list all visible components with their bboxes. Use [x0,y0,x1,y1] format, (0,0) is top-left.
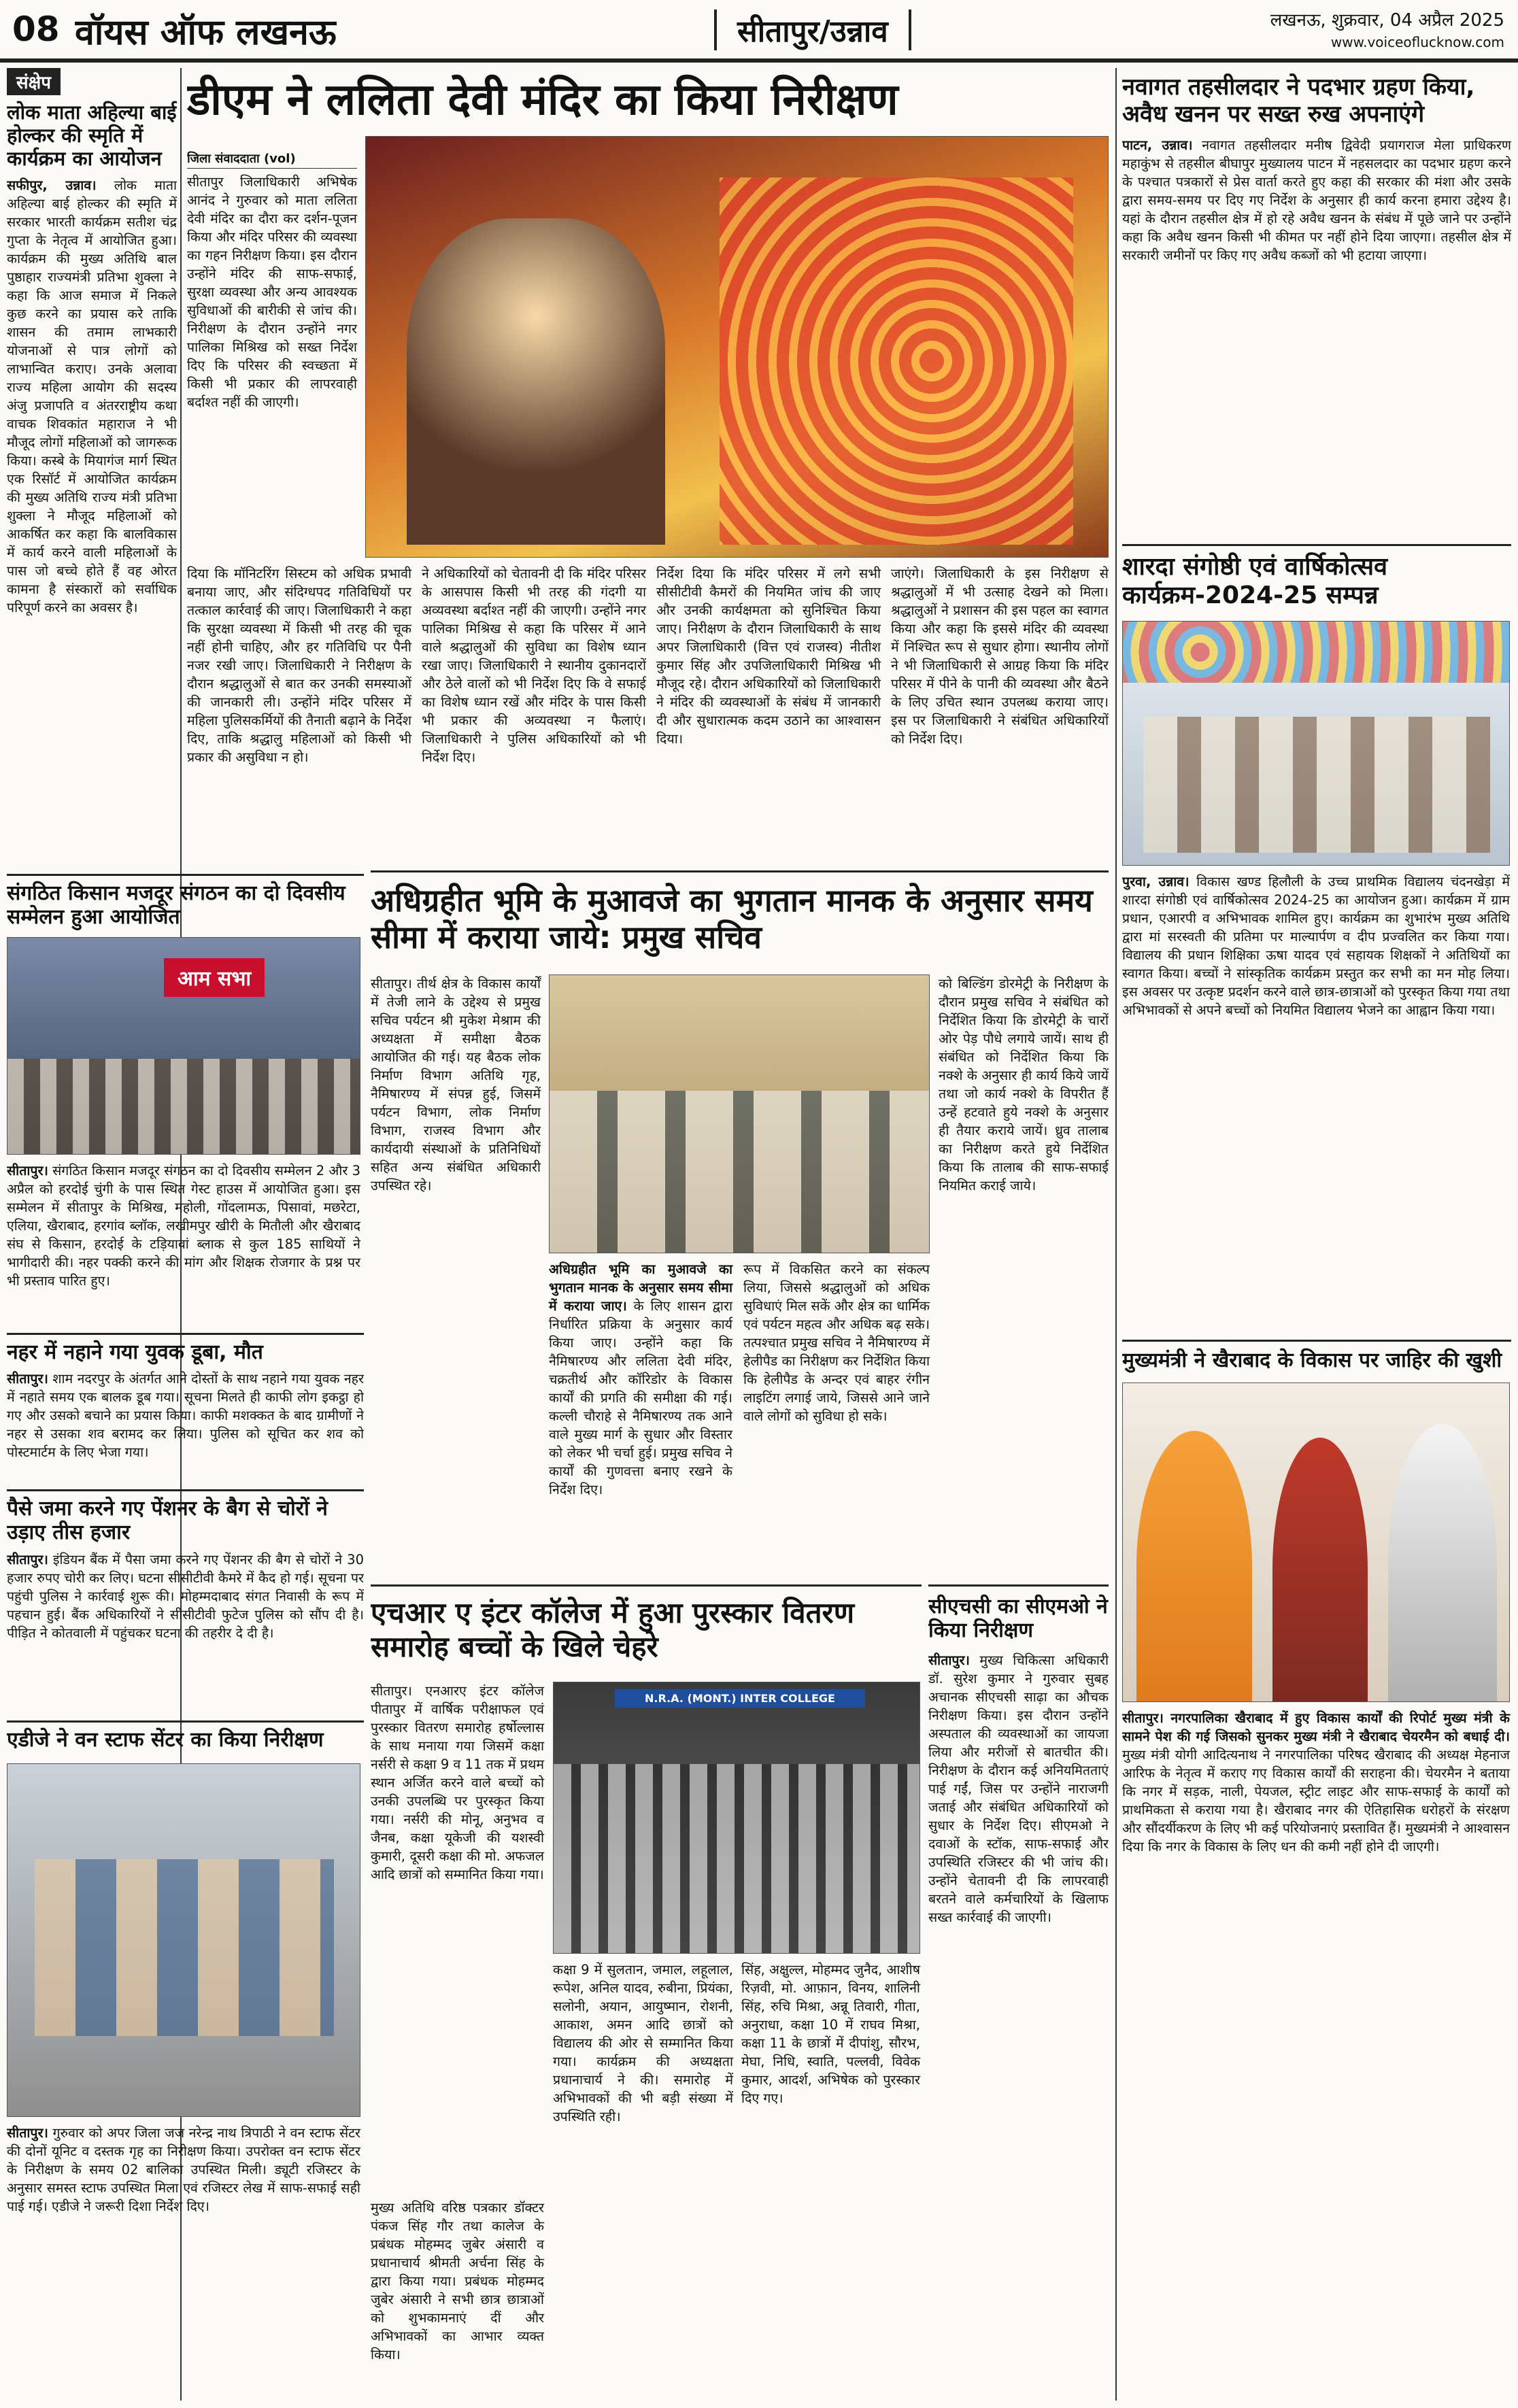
guests-shape [1143,717,1490,853]
story-dateline: पाटन, उन्नाव। [1122,137,1193,154]
story-headline: नवागत तहसीलदार ने पदभार ग्रहण किया, अवैध खनन पर सख्त रुख अपनाएंगे [1122,73,1475,129]
story-headline: एडीजे ने वन स्टाफ सेंटर का किया निरीक्षण [7,1728,324,1752]
story-text: गुरुवार को अपर जिला जज नरेन्द्र नाथ त्रिपाठी ने वन स्टाफ सेंटर की दोनों यूनिट व दस्तक गृह का निरीक्षण किया। उपरोक्त वन स्टाफ सेंटर के निरीक्षण के समय 02 बालिका उपस्थित मिली। ड्यूटी रजिस्टर के अनुसार समस्त स्टाफ उपस्थित मिला एवं रजिस्टर लेख में साफ-सफाई सही पाई गई। एडीजे ने जरूरी दिशा निर्देश दिए। [7,2125,361,2214]
third-story [371,1584,922,2401]
third-col-2 [553,1961,733,2126]
story-text: रूप में विकसित करने का संकल्प लिया, जिससे श्रद्धालुओं को अधिक सुविधाएं मिल सकें और क्षेत्र का धार्मिक एवं पर्यटन महत्व और अधिक बढ़ सके। तत्पश्चात प्रमुख सचिव ने नैमिषारण्य में हेलीपैड का निरीक्षण कर निर्देशित किया कि हेलीपैड के अन्दर एवं बाहर रंगीन लाइटिंग लगाई जाये, जिससे आने जाने वाले लोगों को सुविधा हो सके। [743,1261,930,1424]
story-text: नवागत तहसीलदार मनीष द्विवेदी प्रयागराज मेला प्राधिकरण महाकुंभ से तहसील बीघापुर मुख्यालय पाटन में नहसलदार का पदभार ग्रहण करने के पश्चात पत्रकारों से प्रेस वार्ता करते हुए कहा की सरकार की मंशा और उसके द्वारा समय-समय पर दिए गए निर्देश के अनुसार ही कार्य करना हमारा उद्देश्य है। यहां के दौरान तहसील क्षेत्र में हो रहे अवैध खनन के संबंध में पूछे जाने पर उन्होंने कहा कि अवैध खनन किसी भी कीमत पर नहीं होने दिया जाएगा। तहसील क्षेत्र में सरकारी जमीनों पर किए गए अवैध कब्जों को भी हटाया जाएगा। [1122,137,1511,264]
college-banner: N.R.A. (MONT.) INTER COLLEGE [615,1689,865,1708]
story-headline: पैसे जमा करने गए पेंशनर के बैग से चोरों ने उड़ाए तीस हजार [7,1497,328,1545]
story-text: मुख्य अतिथि वरिष्ठ पत्रकार डॉक्टर पंकज सिंह गौर तथा कालेज के प्रबंधक मोहम्मद जुबेर अंसारी व प्रधानाचार्य श्रीमती अर्चना सिंह के द्वारा किया गया। प्रबंधक मोहम्मद जुबेर अंसारी ने सभी छात्र छात्राओं को शुभकामनाएं दीं और अभिभावकों का आभार व्यक्त किया। [371,2200,544,2362]
section-title: सीतापुर/उन्नाव [714,10,911,50]
third-headline: एचआर ए इंटर कॉलेज में हुआ पुरस्कार वितरण समारोह बच्चों के खिले चेहरे [371,1596,855,1663]
lead-headline: डीएम ने ललिता देवी मंदिर का किया निरीक्षण [187,75,898,125]
students-shape [554,1764,920,1954]
story-text: सीतापुर। तीर्थ क्षेत्र के विकास कार्यों में तेजी लाने के उद्देश्य से प्रमुख सचिव पर्यटन श्री मुकेश मेश्राम की अध्यक्षता में समीक्षा बैठक आयोजित की गई। यह बैठक लोक निर्माण विभाग अतिथि गृह, नैमिषारण्य में संपन्न हुई, जिसमें पर्यटन विभाग, लोक निर्माण विभाग, राजस्व विभाग और कार्यदायी संस्थाओं के प्रतिनिधियों सहित अन्य संबंधित अधिकारी उपस्थित रहे। [371,976,541,1193]
temple-photo [365,136,1109,558]
lead-col-3 [656,564,881,748]
story-dateline: सीतापुर। [7,1371,48,1387]
story-headline: लोक माता अहिल्या बाई होल्कर की स्मृति में कार्यक्रम का आयोजन [7,101,177,171]
meeting-photo [549,974,930,1253]
cmo-story [928,1584,1109,2401]
lead-col-2 [422,564,646,766]
chief-minister-shape [1136,1431,1252,1702]
story-dateline: पुरवा, उन्नाव। [1122,874,1190,889]
lead-col-1 [187,564,411,766]
story-dateline: सीतापुर। [928,1652,970,1668]
right-story-1 [1122,68,1511,537]
third-col-3 [741,1961,920,2107]
story-text: को बिल्डिंग डोरमेट्री के निरीक्षण के दौरान प्रमुख सचिव ने संबंधित को निर्देशित किया कि डोरमेट्री के चारों ओर पेड़ पौधे लगाये जायें। साथ ही संबंधित को निर्देशित किया कि नक्शे के अनुसार ही कार्य किये जायें तथा जो कार्य नक्शे के विपरीत हैं उन्हें हटवाते हुये नक्शे के अनुसार ही तैयार कराये जायें। ध्रुव तालाब का निरीक्षण करते हुये निर्देशित किया कि तालाब की साफ-सफाई नियमित कराई जाये। [939,976,1109,1193]
issue-date: लखनऊ, शुक्रवार, 04 अप्रैल 2025 [1270,10,1504,31]
people-shape [35,1859,334,2036]
story-text: कक्षा 9 में सुलतान, जमाल, लहूलाल, रूपेश, अनिल यादव, रुबीना, प्रियंका, सलोनी, अयान, आयुष्मान, रोशनी, आकाश, अमन आदि छात्रों को विद्यालय की ओर से सम्मानित किया गया। कार्यक्रम की अध्यक्षता प्रधानाचार्य ने की। समारोह में अभिभावकों की भी बड़ी संख्या में उपस्थिति रही। [553,1962,733,2124]
second-col-1 [371,974,541,1195]
officials-shape [550,1091,929,1253]
story-headline: नहर में नहाने गया युवक डूबा, मौत [7,1340,263,1364]
page-number: 08 [12,10,60,49]
left-story-1 [7,68,177,867]
flower-garlands-shape [720,177,1073,545]
left-story-3 [7,1333,364,1482]
lead-col-4 [891,564,1109,748]
story-headline: शारदा संगोष्ठी एवं वार्षिकोत्सव कार्यक्रम-2024-25 सम्पन्न [1122,553,1388,610]
official-shape [1388,1424,1497,1702]
inspection-photo [7,1763,360,2117]
story-text: संगठित किसान मजदूर संगठन का दो दिवसीय सम्मेलन 2 और 3 अप्रैल को हरदोई चुंगी के पास स्थित गेस्ट हाउस में आयोजित हुआ। इस सम्मेलन में सीतापुर के मिश्रिख, महोली, गोंदलामऊ, पिसावां, मछरेटा, एलिया, खैराबाद, हरगांव ब्लॉक, लखीमपुर खीरी के मितौली और खैराबाद संघ से किसान, हरदोई के टड़ियावां ब्लाक से कुल 185 साथियों ने भागीदारी की। नहर पक्की करने की मांग और शिक्षक रोजगार के प्रश्न पर भी प्रस्ताव पारित हुए। [7,1163,361,1289]
left-story-5 [7,1720,364,2401]
left-story-4 [7,1489,364,1714]
school-photo [553,1682,920,1954]
story-headline: मुख्यमंत्री ने खैराबाद के विकास पर जाहिर की खुशी [1122,1349,1502,1372]
third-col-1 [371,1682,544,1884]
story-text: दिया कि मॉनिटरिंग सिस्टम को अधिक प्रभावी बनाया जाए, और संदिग्धपद गतिविधियों पर तत्काल कार्रवाई की जाए। जिलाधिकारी ने कहा कि सुरक्षा व्यवस्था में किसी भी तरह की चूक नहीं होनी चाहिए, और हर गतिविधि पर पैनी नजर रखी जाए। जिलाधिकारी ने निरीक्षण के दौरान श्रद्धालुओं से बात कर उनकी समस्याओं की जानकारी ली। उन्होंने मंदिर परिसर में महिला पुलिसकर्मियों की तैनाती बढ़ाने के निर्देश दिए, ताकि श्रद्धालु महिलाओं को किसी भी प्रकार की असुविधा न हो। [187,566,411,765]
story-text: लोक माता अहिल्या बाई होल्कर की स्मृति में सरकार भारती कार्यक्रम सतीश चंद्र गुप्ता के नेतृत्व में आयोजित हुआ। कार्यक्रम की मुख्य अतिथि बाल पुष्ठाहार राज्यमंत्री प्रतिभा शुक्ला ने कहा कि आज समाज में निकले कुछ करने का प्रयास करे ताकि शासन की तमाम लाभकारी योजनाओं से पात्र लोगों को लाभान्वित कराए। उनके अलावा राज्य महिला आयोग की सदस्य अंजु प्रजापति व अंतरराष्ट्रीय कथा वाचक शिवकांत महाराज ने भी मौजूद लोगों महिलाओं को जागरूक किया। कस्बे के मियागंज मार्ग स्थित एक रिसॉर्ट में आयोजित कार्यक्रम की मुख्य अतिथि राज्य मंत्री प्रतिभा शुक्ला ने मौजूद महिलाओं को आकर्षित कर कहा कि बालविकास में कार्य करने वाली महिलाओं के पास जो बच्चे होते हैं वह ओरत कामना है संस्कारों को सर्वाधिक परिपूर्ण करने का अवसर है। [7,177,177,615]
second-col-3 [743,1260,930,1425]
story-dateline: सफीपुर, उन्नाव। [7,177,97,193]
crowd-shape [7,1059,360,1154]
balloons-shape [1123,622,1509,683]
third-col-4 [371,2199,544,2364]
right-story-2 [1122,544,1511,1333]
function-photo [1122,621,1510,866]
officials-shape [407,218,665,545]
story-headline: सीएचसी का सीएमओ ने किया निरीक्षण [928,1595,1108,1643]
story-text: सीतापुर। एनआरए इंटर कॉलेज पीतापुर में वार्षिक परीक्षाफल एवं पुरस्कार वितरण समारोह हर्षोल्लास के साथ मनाया गया जिसमें कक्षा नर्सरी से कक्षा 9 व 11 तक में प्रथम स्थान अर्जित करने वाले बच्चों को उनकी उपलब्धि पर पुरस्कृत किया गया। नर्सरी की मोनू, अनुभव व जैनब, कक्षा यूकेजी की यशस्वी कुमारी, दूसरी कक्षा की मो. अफजल आदि छात्रों को सम्मानित किया गया। [371,1683,544,1882]
story-text: शाम नदरपुर के अंतर्गत आने दोस्तों के साथ नहाने गया युवक नहर में नहाते समय एक बालक डूब गया। सूचना मिलते ही काफी लोग इकट्ठा हो गए और उसको बचाने का प्रयास किया। काफी मशक्कत के बाद ग्रामीणों ने नहर से उसका शव बरामद कर लिया। पुलिस को सूचित कर शव को पोस्टमार्टम के लिए भेजा गया। [7,1371,364,1461]
story-text: ने अधिकारियों को चेतावनी दी कि मंदिर परिसर के आसपास किसी भी तरह की गंदगी या अव्यवस्था बर्दाश्त नहीं की जाएगी। उन्होंने नगर पालिका मिश्रिख से कहा कि परिसर में आने वाले श्रद्धालुओं की सुविधा का विशेष ध्यान रखा जाए। जिलाधिकारी ने स्थानीय दुकानदारों और ठेले वालों को भी निर्देश दिए कि वे सफाई का विशेष ध्यान रखें और मंदिर के पास किसी भी प्रकार की अव्यवस्था न फैलाएं। जिलाधिकारी ने पुलिस अधिकारियों को भी निर्देश दिए। [422,566,646,765]
story-dateline: सीतापुर। [7,1163,48,1178]
chairperson-shape [1272,1438,1368,1702]
photo-banner: आम सभा [164,958,265,997]
story-text: इंडियन बैंक में पैसा जमा करने गए पेंशनर की बैग से चोरों ने 30 हजार रुपए चोरी कर लिए। घटना सीसीटीवी कैमरे में कैद हो गई। सूचना पर पहुंची पुलिस ने कार्रवाई शुरू की। मोहम्मदाबाद संगत निवासी के रूप में पहचान हुई। बैंक अधिकारियों ने सीसीटीवी फुटेज पुलिस को सौंप दी है। पीड़ित ने कोतवाली में पहुंचकर घटना की तहरीर दे दी है। [7,1551,364,1641]
cm-meeting-photo [1122,1383,1510,1702]
masthead [0,0,1518,63]
conference-photo [7,937,360,1155]
left-story-2 [7,874,364,1326]
story-text: निर्देश दिया कि मंदिर परिसर में लगे सभी सीसीटीवी कैमरों की नियमित जांच की जाए और उनकी कार्यक्षमता को सुनिश्चित किया जाए। निरीक्षण के दौरान जिलाधिकारी के साथ अपर जिलाधिकारी (वित्त एवं राजस्व) नीतीश कुमार सिंह और उपजिलाधिकारी मिश्रिख भी मौजूद रहे। दौरान अधिकारियों को जिलाधिकारी ने मंदिर की व्यवस्थाओं के संबंध में जानकारी दी और सुधारात्मक कदम उठाने का आश्वासन दिया। [656,566,881,747]
story-dateline: सीतापुर। [7,2125,48,2141]
story-text: विकास खण्ड हिलौली के उच्च प्राथमिक विद्यालय चंदनखेड़ा में शारदा संगोष्ठी एवं वार्षिकोत्सव 2024-25 का आयोजन हुआ। कार्यक्रम में ग्राम प्रधान, एआरपी व अभिभावक शामिल हुए। कार्यक्रम का शुभारंभ मुख्य अतिथि द्वारा मां सरस्वती की प्रतिमा पर माल्यार्पण व दीप प्रज्वलित कर किया गया। विद्यालय की प्रधान शिक्षिका ऊषा यादव एवं सहायक शिक्षकों ने अतिथियों का स्वागत किया। बच्चों ने सांस्कृतिक कार्यक्रम प्रस्तुत कर सभी का मन मोह लिया। इस अवसर पर उत्कृष्ट प्रदर्शन करने वाले छात्र-छात्राओं को पुरस्कृत किया गया तथा अभिभावकों से अपने बच्चों को नियमित विद्यालय भेजने का आह्वान किया गया। [1122,874,1511,1018]
website-link[interactable]: www.voiceoflucknow.com [1330,34,1504,50]
story-dateline: सीतापुर। [7,1551,48,1567]
newspaper-brand: वॉयस ऑफ लखनऊ [75,12,337,53]
story-text: जाएंगे। जिलाधिकारी के इस निरीक्षण से श्रद्धालुओं में भी उत्साह देखने को मिला। श्रद्धालुओं ने प्रशासन की इस पहल का स्वागत किया और कहा कि इससे मंदिर की व्यवस्था में निश्चित रूप से सुधार होगा। स्थानीय लोगों ने भी जिलाधिकारी से आग्रह किया कि मंदिर परिसर में पीने के पानी की व्यवस्था और बैठने के लिए उचित स्थान उपलब्ध कराया जाए। इस पर जिलाधिकारी ने संबंधित अधिकारियों को निर्देश दिए। [891,566,1109,747]
story-text: सिंह, अक्षुल्ल, मोहम्मद जुनैद, आशीष रिज़वी, मो. आफ़ान, विनय, शालिनी सिंह, रुचि मिश्रा, अन्नू तिवारी, गीता, अनुराधा, कक्षा 10 में राघव मिश्रा, कक्षा 11 के छात्रों में दीपांशु, सौरभ, मेघा, निधि, स्वाति, पल्लवी, विवेक कुमार, आदर्श, अभिषेक को पुरस्कार दिए गए। [741,1962,920,2106]
lead-story [187,68,1109,864]
dateline-header [1270,10,1504,53]
story-intro: सीतापुर जिलाधिकारी अभिषेक आनंद ने गुरुवार को माता ललिता देवी मंदिर का दौरा कर दर्शन-पूजन किया और मंदिर परिसर की व्यवस्था का गहन निरीक्षण किया। इस दौरान उन्होंने मंदिर की साफ-सफाई, सुरक्षा व्यवस्था और अन्य आवश्यक सुविधाओं की बारीकी से जांच की। निरीक्षण के दौरान उन्होंने नगर पालिका मिश्रिख को सख्त निर्देश दिए कि परिसर की स्वच्छता में किसी भी प्रकार की लापरवाही बर्दाश्त नहीं की जाएगी। [187,174,357,410]
photo-caption: अधिग्रहीत भूमि का मुआवजे का भुगतान मानक के अनुसार समय सीमा में कराया जाए। [549,1261,732,1314]
story-text: के लिए शासन द्वारा निर्धारित प्रक्रिया के अनुसार कार्य किया जाए। उन्होंने कहा कि नैमिषारण्य और ललिता देवी मंदिर, चक्रतीर्थ और कॉरिडोर के विकास कार्यों की प्रगति की समीक्षा की गई। कल्ली चौराहे से नैमिषारण्य तक आने वाले मुख्य मार्ग के सुधार और विस्तार को लेकर भी चर्चा हुई। प्रमुख सचिव ने कार्यों की गुणवत्ता बनाए रखने के निर्देश दिए। [549,1298,733,1497]
story-text: मुख्य चिकित्सा अधिकारी डॉ. सुरेश कुमार ने गुरुवार सुबह अचानक सीएचसी साढ़ा का औचक निरीक्षण किया। इस दौरान उन्होंने अस्पताल की व्यवस्थाओं का जायजा लिया और मरीजों से बातचीत की। निरीक्षण के दौरान कई अनियमितताएं पाई गईं, जिस पर उन्होंने नाराजगी जताई और संबंधित अधिकारियों को सुधार के निर्देश दिए। सीएमओ ने दवाओं के स्टॉक, साफ-सफाई और उपस्थिति रजिस्टर की भी जांच की। उन्होंने चेतावनी दी कि लापरवाही बरतने वाले कर्मचारियों के खिलाफ सख्त कार्रवाई की जाएगी। [928,1652,1109,1925]
second-story [371,870,1109,1578]
right-story-3 [1122,1340,1511,2401]
second-col-4 [939,974,1109,1195]
second-headline: अधिग्रहीत भूमि के मुआवजे का भुगतान मानक के अनुसार समय सीमा में कराया जाये: प्रमुख सचिव [371,882,1093,956]
brief-tag: संक्षेप [7,68,61,95]
story-text: मुख्य मंत्री योगी आदित्यनाथ ने नगरपालिका परिषद खैराबाद की अध्यक्ष मेहनाज आरिफ के नेतृत्व में कराए गए विकास कार्यों की सराहना की। चेयरमैन ने बताया कि नगर में सड़क, नाली, पेयजल, स्ट्रीट लाइट और साफ-सफाई के कार्यों को प्राथमिकता से कराया गया है। खैराबाद नगर की ऐतिहासिक धरोहरों के संरक्षण और सौंदर्यीकरण के लिए भी कई परियोजनाएं प्रस्तावित हैं। मुख्यमंत्री ने आश्वासन दिया कि नगर के विकास के लिए धन की कमी नहीं होने दी जाएगी। [1122,1747,1510,1854]
photo-caption: सीतापुर। नगरपालिका खैराबाद में हुए विकास कार्यों की रिपोर्ट मुख्य मंत्री के सामने पेश की गई जिसको सुनकर मुख्य मंत्री ने खैराबाद चेयरमैन को बधाई दी। [1122,1710,1510,1744]
story-headline: संगठित किसान मजदूर संगठन का दो दिवसीय सम्मेलन हुआ आयोजित [7,881,345,930]
column-rule [1115,68,1117,2401]
byline: जिला संवाददाता (vol) [187,150,357,169]
